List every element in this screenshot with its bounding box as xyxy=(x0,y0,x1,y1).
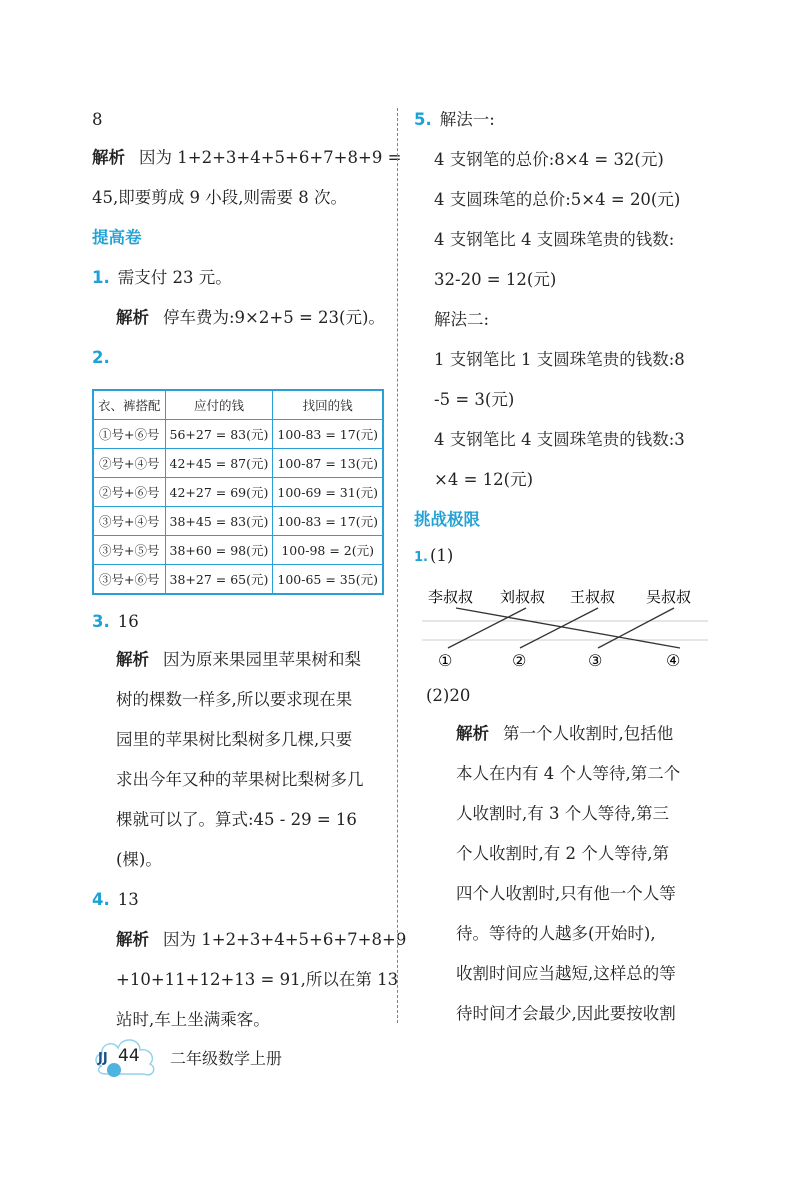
name-label: 吴叔叔 xyxy=(646,588,692,606)
page-footer xyxy=(92,1028,352,1088)
answer-8: 8 xyxy=(92,110,103,129)
table-cell: 56+27 = 83(元) xyxy=(165,420,273,449)
table-cell: 42+27 = 69(元) xyxy=(165,478,273,507)
c1-analysis-text: 人收割时,有 3 个人等待,第三 xyxy=(456,804,669,823)
q3-analysis-text: 棵就可以了。算式:45 - 29 = 16 xyxy=(116,810,357,829)
q5-line xyxy=(414,108,714,148)
q4-analysis-text: 因为 1+2+3+4+5+6+7+8+9 xyxy=(163,930,407,949)
table-cell: 38+27 = 65(元) xyxy=(165,565,273,595)
q2-number: 2. xyxy=(92,348,110,367)
table-cell: 38+60 = 98(元) xyxy=(165,536,273,565)
q5-text: 4 支钢笔比 4 支圆珠笔贵的钱数:3 xyxy=(434,430,685,449)
c1-analysis-text: 四个人收割时,只有他一个人等 xyxy=(456,884,676,903)
table-header-row xyxy=(93,390,383,420)
c1-analysis-text: 待时间才会最少,因此要按收割 xyxy=(456,1004,676,1023)
left-column xyxy=(92,108,402,370)
table-cell: 38+45 = 83(元) xyxy=(165,507,273,536)
table-cell: 100-98 = 2(元) xyxy=(273,536,383,565)
table-row xyxy=(93,536,383,565)
circle-number: ④ xyxy=(666,651,681,670)
q3-analysis-text: 求出今年又种的苹果树比梨树多几 xyxy=(116,770,364,789)
q3-analysis-text: 因为原来果园里苹果树和梨 xyxy=(163,650,361,669)
name-label: 李叔叔 xyxy=(428,588,474,606)
table-cell: 100-83 = 17(元) xyxy=(273,507,383,536)
q5-text: -5 = 3(元) xyxy=(434,390,515,409)
left-column-lower xyxy=(92,610,407,1048)
table-cell: 100-83 = 17(元) xyxy=(273,420,383,449)
q1-number: 1. xyxy=(92,268,110,287)
analysis-label: 解析 xyxy=(116,650,149,669)
q5-number: 5. xyxy=(414,110,432,129)
table-cell: 100-87 = 13(元) xyxy=(273,449,383,478)
table-cell: ②号+④号 xyxy=(93,449,165,478)
c1-analysis-text: 第一个人收割时,包括他 xyxy=(503,724,674,743)
match-line xyxy=(456,608,680,648)
right-column xyxy=(414,108,714,570)
analysis-label: 解析 xyxy=(456,724,489,743)
table-header: 应付的钱 xyxy=(165,390,273,420)
analysis-label: 解析 xyxy=(116,930,149,949)
q1-analysis xyxy=(92,306,388,346)
q5-text: 4 支钢笔的总价:8×4 = 32(元) xyxy=(434,150,664,169)
circle-number: ③ xyxy=(588,651,603,670)
analysis-label: 解析 xyxy=(92,148,125,167)
q5-text: 4 支钢笔比 4 支圆珠笔贵的钱数: xyxy=(434,230,675,249)
matching-diagram xyxy=(418,584,718,674)
q3-analysis-line xyxy=(92,648,388,688)
q5-text: ×4 = 12(元) xyxy=(434,470,534,489)
table-cell: 100-65 = 35(元) xyxy=(273,565,383,595)
c1-analysis-text: 收割时间应当越短,这样总的等 xyxy=(456,964,676,983)
q4-answer: 13 xyxy=(117,890,139,909)
q3-analysis-text: (棵)。 xyxy=(116,850,162,869)
table-cell: ③号+⑤号 xyxy=(93,536,165,565)
q5-text: 1 支钢笔比 1 支圆珠笔贵的钱数:8 xyxy=(434,350,685,369)
section-tiaozhan: 挑战极限 xyxy=(414,510,480,529)
table-cell: ③号+⑥号 xyxy=(93,565,165,595)
page-number: 44 xyxy=(118,1046,140,1066)
q3-line xyxy=(92,610,388,648)
q4-number: 4. xyxy=(92,890,110,909)
q5-text: 解法一: xyxy=(439,110,495,129)
c1-line xyxy=(414,544,714,570)
column-divider xyxy=(397,108,398,1023)
circle-number: ① xyxy=(438,651,453,670)
q1-line xyxy=(92,266,388,306)
table-header: 衣、裤搭配 xyxy=(93,390,165,420)
table-cell: 100-69 = 31(元) xyxy=(273,478,383,507)
book-title: 二年级数学上册 xyxy=(170,1049,283,1068)
match-line xyxy=(598,608,674,648)
table-row xyxy=(93,420,383,449)
name-label: 王叔叔 xyxy=(570,588,616,606)
table-cell: ①号+⑥号 xyxy=(93,420,165,449)
right-column-lower xyxy=(426,684,726,1042)
logo-text: JJ xyxy=(98,1051,108,1066)
table-row xyxy=(93,449,383,478)
q5-text: 4 支圆珠笔的总价:5×4 = 20(元) xyxy=(434,190,681,209)
c1-analysis-text: 待。等待的人越多(开始时), xyxy=(456,924,656,943)
name-label: 刘叔叔 xyxy=(500,588,546,606)
q3-number: 3. xyxy=(92,612,110,631)
c1-part1: (1) xyxy=(429,546,454,565)
section-tigao: 提高卷 xyxy=(92,228,142,247)
q5-text: 解法二: xyxy=(434,310,490,329)
analysis-line xyxy=(92,146,402,186)
analysis-label: 解析 xyxy=(116,308,149,327)
analysis-text: 因为 1+2+3+4+5+6+7+8+9 = xyxy=(139,148,402,167)
table-row xyxy=(93,565,383,595)
q4-line xyxy=(92,888,388,928)
table-cell: 42+45 = 87(元) xyxy=(165,449,273,478)
table-row xyxy=(93,507,383,536)
q1-analysis-text: 停车费为:9×2+5 = 23(元)。 xyxy=(163,308,385,327)
c1-analysis-text: 个人收割时,有 2 个人等待,第 xyxy=(456,844,669,863)
q4-analysis-line xyxy=(92,928,407,968)
table-header: 找回的钱 xyxy=(273,390,383,420)
q1-answer: 需支付 23 元。 xyxy=(117,268,232,287)
answer-table xyxy=(92,389,384,595)
table-cell: ③号+④号 xyxy=(93,507,165,536)
circle-number: ② xyxy=(512,651,527,670)
c1-analysis-text: 本人在内有 4 个人等待,第二个 xyxy=(456,764,681,783)
c1-part2: (2)20 xyxy=(426,686,471,705)
q3-answer: 16 xyxy=(117,612,139,631)
q3-analysis-text: 树的棵数一样多,所以要求现在果 xyxy=(116,690,353,709)
c1-number: 1. xyxy=(414,550,428,565)
c1-analysis-line xyxy=(426,722,726,762)
q4-analysis-text: +10+11+12+13 = 91,所以在第 13 xyxy=(116,970,399,989)
match-line xyxy=(520,608,598,648)
q4-analysis-text: 站时,车上坐满乘客。 xyxy=(116,1010,270,1029)
analysis-text: 45,即要剪成 9 小段,则需要 8 次。 xyxy=(92,188,347,207)
q5-text: 32-20 = 12(元) xyxy=(434,270,557,289)
table-row xyxy=(93,478,383,507)
table-cell: ②号+⑥号 xyxy=(93,478,165,507)
q3-analysis-text: 园里的苹果树比梨树多几棵,只要 xyxy=(116,730,353,749)
q2-line xyxy=(92,346,388,370)
